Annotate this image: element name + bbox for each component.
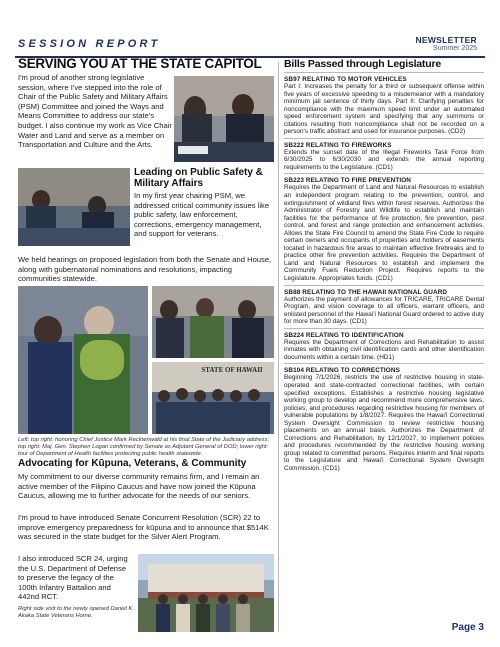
bills-title: Bills Passed through Legislature bbox=[284, 58, 441, 70]
veterans-home-photo bbox=[138, 554, 274, 632]
bill-divider bbox=[284, 173, 484, 174]
bill-heading: SB223 RELATING TO FIRE PREVENTION bbox=[284, 177, 411, 185]
bill-entry bbox=[284, 332, 484, 362]
right-column bbox=[284, 54, 484, 475]
newsletter-season: Summer 2025 bbox=[433, 44, 477, 52]
leading-text: In my first year chairing PSM, we addressed critical community issues like public safety, law enforcement, corrections, emergency management, and support for veterans. bbox=[134, 191, 270, 239]
bill-text: Extends the sunset date of the Illegal Fireworks Task Force from 6/30/2025 to 6/30/2030 and extends the annual reporting requirements to the Legislature. (CD1) bbox=[284, 148, 484, 171]
bill-text: Beginning 7/1/2026, restricts the use of restrictive housing in state-operated and state-contracted correctional facilities, with certain specified exceptions. Establishes a restrictive housing legislative working group to develop and recommend more comprehensive laws, policies, and procedures regarding restrictive housing for members of vulnerable populations by 1/8/2027. Requires the Hawai'i Correctional System Oversight Commission to review restrictive housing placements on an annual basis. Authorizes the Department of Corrections and Rehabilitation, by 12/1/2027, to implement policies and procedures recommended by the restrictive housing working group related to committed persons. Requires interim and final reports to the Legislature and Hawai'i Correctional System Oversight Commission. (CD1) bbox=[284, 374, 484, 472]
leading-title: Leading on Public Safety & Military Affairs bbox=[134, 167, 263, 189]
bill-text: Requires the Department of Corrections and Rehabilitation to assist inmates with obtaining civil identification cards and other identification documents within a certain time. (HD1) bbox=[284, 338, 484, 361]
column-divider bbox=[278, 62, 279, 632]
photo-caption: Left: top right: honoring Chief Justice Mark Recktenwald at his final State of the Judiciary address; top right: Maj. Gen. Stephen Logan confirmed by Senate as Adjutant General of DOD; lower right: tour of Department of Health facilities protecting public health statewide. bbox=[18, 437, 270, 457]
judiciary-photo bbox=[18, 286, 148, 434]
sign-text-state: STATE OF HAWAII bbox=[201, 366, 263, 374]
kupuna-paragraph-1: My commitment to our diverse community remains firm, and I remain an active member of the Filipino Caucus and have now joined the Kūpuna Caucus, allowing me to further advocate for the needs of our seniors. bbox=[18, 472, 260, 501]
bill-divider bbox=[284, 363, 484, 364]
bill-text: Authorizes the payment of allowances for TRICARE, TRICARE Dental Program, and vision coverage to all officers, warrant officers, and enlisted personnel of the Hawai'i National Guard ordered to active duty for more than 30 days. (CD1) bbox=[284, 295, 484, 326]
bill-divider bbox=[284, 285, 484, 286]
veterans-caption: Right side visit to the newly opened Daniel K. Akaka State Veterans Home. bbox=[18, 606, 135, 619]
kupuna-paragraph-3: I also introduced SCR 24, urging the U.S. Department of Defense to preserve the legacy of the 100th Infantry Battalion and 442nd RCT. bbox=[18, 554, 128, 602]
main-title: SERVING YOU AT THE STATE CAPITOL bbox=[18, 56, 262, 71]
bill-text: Part I: Increases the penalty for a third or subsequent offense within five years of excessive speeding to a misdemeanor with a mandatory minimum jail sentence of thirty days. Part II: Clarifying penalties for noncompliance with the maximum speed limit under an automated speed enforcement system and specifying that any summons or citations resulting from noncompliance shall not be recorded on a person's traffic abstract and used for insurance purposes. (CD2) bbox=[284, 83, 484, 136]
bill-entry bbox=[284, 177, 484, 282]
chamber-photo bbox=[18, 168, 130, 246]
bill-entry bbox=[284, 76, 484, 136]
left-column bbox=[18, 54, 274, 619]
page-header bbox=[15, 36, 485, 56]
bills-list bbox=[284, 76, 484, 473]
bill-heading: SB88 RELATING TO THE HAWAII NATIONAL GUARD bbox=[284, 288, 448, 296]
bill-entry bbox=[284, 142, 484, 172]
bill-text: Requires the Department of Land and Natural Resources to establish an independent program relating to the prevention, control, and extinguishment of wildland fires within forest reserves. Authorizes the Administrator of Forestry and Wildlife to establish and maintain facilities for the performance of fire protection, fire prevention, pest control, and forest and range protection and enhancement activities. Allows the State Fire Council to amend the State Fire Code to require certain owners and occupants of properties and holders of easements located in hazardous fire areas to maintain effective firebreaks and to practice other fire prevention activities. Requires the Department of Land and Natural Resources to establish and implement the Community Fuels Reduction Project. Requires reports to the Legislature. Appropriates funds. (CD1) bbox=[284, 184, 484, 283]
bill-divider bbox=[284, 138, 484, 139]
hearing-photo bbox=[174, 76, 274, 162]
health-tour-photo bbox=[152, 362, 274, 434]
bill-heading: SB97 RELATING TO MOTOR VEHICLES bbox=[284, 76, 407, 83]
bill-heading: SB222 RELATING TO FIREWORKS bbox=[284, 141, 392, 149]
section-title: SESSION REPORT bbox=[18, 38, 161, 50]
logan-photo bbox=[152, 286, 274, 358]
leading-section bbox=[134, 167, 274, 239]
bills-rule bbox=[284, 72, 484, 73]
hearings-paragraph: We held hearings on proposed legislation from both the Senate and House, along with gubernatorial nominations and resolutions, impacting communities statewide. bbox=[18, 255, 272, 284]
kupuna-paragraph-2: I'm proud to have introduced Senate Concurrent Resolution (SCR) 22 to improve emergency preparedness for kūpuna and to announce that $514K was secured in the state budget for the Silver Alert Program. bbox=[18, 513, 269, 542]
building-sign bbox=[192, 366, 272, 388]
bill-divider bbox=[284, 328, 484, 329]
bill-heading: SB224 RELATING TO IDENTIFICATION bbox=[284, 331, 404, 339]
bill-entry bbox=[284, 289, 484, 326]
bill-heading: SB104 RELATING TO CORRECTIONS bbox=[284, 367, 400, 375]
bill-entry bbox=[284, 367, 484, 472]
newsletter-title: NEWSLETTER bbox=[415, 35, 477, 45]
intro-paragraph: I'm proud of another strong legislative session, where I've stepped into the role of Chair of the Public Safety and Military Affairs (PSM) Committee and joined the Ways and Means Committee to address our state's budget. I also continue my work as Vice Chair Water and Land and serve as a member on Transportation and Culture and the Arts. bbox=[18, 73, 172, 150]
newsletter-label bbox=[415, 36, 477, 52]
page-number: Page 3 bbox=[451, 622, 484, 633]
kupuna-title: Advocating for Kūpuna, Veterans, & Community bbox=[18, 458, 247, 469]
